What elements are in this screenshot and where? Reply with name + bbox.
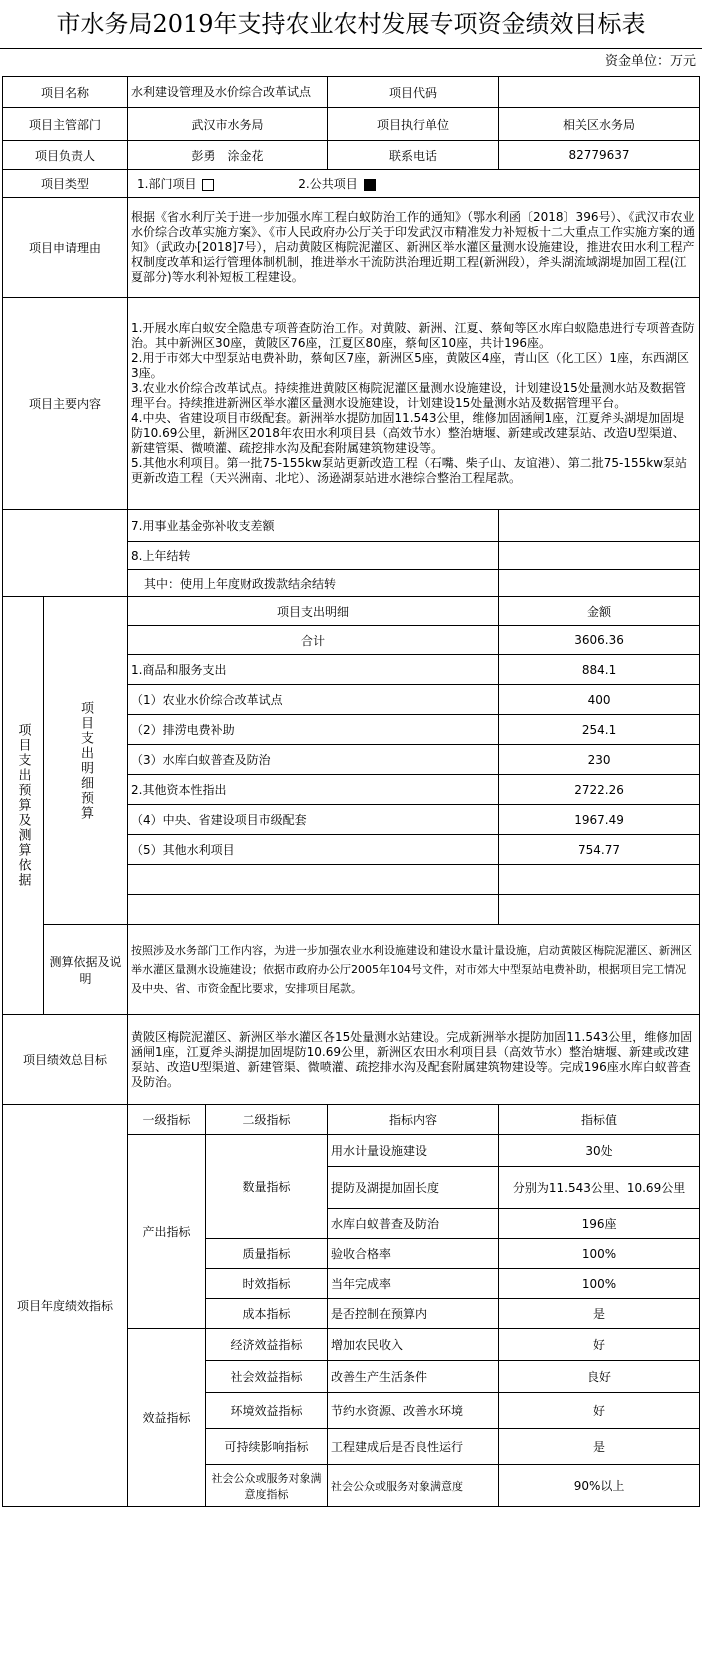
effect-label: 效益指标 [128,1329,206,1507]
budget-row-amount: 1967.49 [499,805,700,835]
ind-value: 30处 [499,1135,700,1167]
ind-level2: 社会效益指标 [206,1361,328,1393]
ind-content: 社会公众或服务对象满意度 [328,1465,499,1507]
goal-label: 项目绩效总目标 [3,1015,128,1105]
ind-content: 是否控制在预算内 [328,1299,499,1329]
ind-content: 提防及湖提加固长度 [328,1167,499,1209]
ind-level2: 成本指标 [206,1299,328,1329]
ind-level2: 时效指标 [206,1269,328,1299]
budget-row-amount: 884.1 [499,655,700,685]
ind-level2: 社会公众或服务对象满意度指标 [206,1465,328,1507]
ind-col3: 指标内容 [328,1105,499,1135]
budget-col-amount: 金额 [499,597,700,626]
budget-row-name: （4）中央、省建设项目市级配套 [128,805,499,835]
checkbox-filled-icon [364,179,376,191]
ind-value: 196座 [499,1209,700,1239]
ind-value: 100% [499,1269,700,1299]
budget-row-amount: 400 [499,685,700,715]
funding-item8-sub-value [499,570,700,597]
budget-row-amount: 754.77 [499,835,700,865]
ind-value: 好 [499,1329,700,1361]
budget-row-name: 1.商品和服务支出 [128,655,499,685]
budget-row-name: （2）排涝电费补助 [128,715,499,745]
performance-table [2,76,700,1507]
content-line: 2.用于市郊大中型泵站电费补助，蔡甸区7座，新洲区5座，黄陂区4座，青山区（化工区）1座，东西湖区3座。 [131,351,690,380]
ind-content: 水库白蚁普查及防治 [328,1209,499,1239]
budget-row-empty-amount [499,865,700,895]
reason-label: 项目申请理由 [3,198,128,298]
indicators-label: 项目年度绩效指标 [3,1105,128,1507]
content-line: 5.其他水利项目。第一批75-155kw泵站更新改造工程（石嘴、柴子山、友谊港）、第二批75-155kw泵站更新改造工程（天兴洲南、北坨）、汤逊湖泵站进水港综合整治工程尾款。 [131,456,688,485]
leader: 彭勇 涂金花 [128,141,328,170]
ind-content: 用水计量设施建设 [328,1135,499,1167]
checkbox-empty-icon [202,179,214,191]
budget-row-name: （5）其他水利项目 [128,835,499,865]
budget-row-empty [128,895,499,925]
ind-value: 100% [499,1239,700,1269]
ind-value: 良好 [499,1361,700,1393]
funding-item7-value [499,510,700,542]
ind-value: 分别为11.543公里、10.69公里 [499,1167,700,1209]
content-label: 项目主要内容 [3,298,128,510]
project-name-label: 项目名称 [3,77,128,108]
budget-row-amount: 3606.36 [499,626,700,655]
content-line: 1.开展水库白蚁安全隐患专项普查防治工作。对黄陂、新洲、江夏、蔡甸等区水库白蚁隐患进行专项普查防治。其中新洲区30座，黄陂区76座，江夏区80座，蔡甸区10座，共计196座。 [131,321,695,350]
goal-text: 黄陂区梅院泥灌区、新洲区举水灌区各15处量测水站建设。完成新洲举水提防加固11.543公里，维修加固涵闸1座，江夏斧头湖提加固堤防10.69公里，新洲区农田水利项目县（高效节水）整治塘堰、新建或改建泵站、改造U型渠道、新建管渠、微喷灌、疏挖排水沟及配套附属建筑物建设等。完成196座水库白蚁普查及防治。 [128,1015,700,1105]
funding-item8-sub: 其中：使用上年度财政拨款结余结转 [128,570,499,597]
exec-unit-label: 项目执行单位 [328,108,499,141]
budget-row-amount: 2722.26 [499,775,700,805]
ind-content: 工程建成后是否良性运行 [328,1429,499,1465]
dept-label: 项目主管部门 [3,108,128,141]
ind-col1: 一级指标 [128,1105,206,1135]
budget-row-amount: 230 [499,745,700,775]
ind-value: 是 [499,1299,700,1329]
exec-unit: 相关区水务局 [499,108,700,141]
dept: 武汉市水务局 [128,108,328,141]
ind-col2: 二级指标 [206,1105,328,1135]
budget-row-empty-amount [499,895,700,925]
ind-level2: 可持续影响指标 [206,1429,328,1465]
ind-content: 当年完成率 [328,1269,499,1299]
ind-value: 是 [499,1429,700,1465]
project-code-label: 项目代码 [328,77,499,108]
funding-item7: 7.用事业基金弥补收支差额 [128,510,499,542]
ind-content: 节约水资源、改善水环境 [328,1393,499,1429]
phone: 82779637 [499,141,700,170]
funding-item8-value [499,542,700,570]
funding-unit: 资金单位：万元 [604,54,696,69]
budget-outer-label: 项目支出预算及测算依据 [3,597,44,1015]
ind-content: 改善生产生活条件 [328,1361,499,1393]
project-name: 水利建设管理及水价综合改革试点 [128,77,328,108]
content-line: 4.中央、省建设项目市级配套。新洲举水提防加固11.543公里，维修加固涵闸1座，江夏斧头湖堤加固堤防10.69公里，新洲区2018年农田水利项目县（高效节水）整治塘堰、新建或改建泵站、改造U型渠道、新建管渠、微喷灌、疏挖排水沟及配套附属建筑物建设等。 [131,411,685,455]
reason-text: 根据《省水利厅关于进一步加强水库工程白蚁防治工作的通知》（鄂水利函〔2018〕396号）、《武汉市农业水价综合改革实施方案》、《市人民政府办公厅关于印发武汉市精准发力补短板十二大重点工作实施方案的通知》（武政办[2018]7号），启动黄陂区梅院泥灌区、新洲区举水灌区量测水设施建设，推进农田水利工程产权制度改革和运行管理体制机制，推进举水干流防洪治理近期工程(新洲段），斧头湖流域湖堤加固工程(江夏部分)等水利补短板工程建设。 [128,198,700,298]
funding-item8: 8.上年结转 [128,542,499,570]
ind-content: 增加农民收入 [328,1329,499,1361]
content-text [128,298,700,510]
ind-value: 90%以上 [499,1465,700,1507]
budget-row-name: 合计 [128,626,499,655]
ind-level2: 质量指标 [206,1239,328,1269]
type-dept: 1.部门项目 [137,177,197,191]
content-line: 3.农业水价综合改革试点。持续推进黄陂区梅院泥灌区量测水设施建设，计划建设15处量测水站及数据管理平台。持续推进新洲区举水灌区量测水设施建设，计划建设15处量测水站及数据管理平台。 [131,381,686,410]
budget-row-name: 2.其他资本性指出 [128,775,499,805]
ind-content: 验收合格率 [328,1239,499,1269]
basis-text: 按照涉及水务部门工作内容，为进一步加强农业水利设施建设和建设水量计量设施，启动黄陂区梅院泥灌区、新洲区举水灌区量测水设施建设；依据市政府办公厅2005年104号文件，对市郊大中型泵站电费补助，根据项目完工情况及中央、省、市资金配比要求，安排项目尾款。 [128,925,700,1015]
budget-inner-label: 项目支出明细预算 [44,597,128,925]
budget-row-name: （1）农业水价综合改革试点 [128,685,499,715]
ind-level2: 环境效益指标 [206,1393,328,1429]
output-label: 产出指标 [128,1135,206,1329]
funding-blank [3,510,128,597]
ind-value: 好 [499,1393,700,1429]
leader-label: 项目负责人 [3,141,128,170]
budget-col-detail: 项目支出明细 [128,597,499,626]
type-public: 2.公共项目 [298,177,358,191]
ind-col4: 指标值 [499,1105,700,1135]
basis-label: 测算依据及说明 [44,925,128,1015]
budget-row-empty [128,865,499,895]
page-title: 市水务局2019年支持农业农村发展专项资金绩效目标表 [0,0,702,49]
type-label: 项目类型 [3,170,128,198]
type-options [128,170,700,198]
budget-row-name: （3）水库白蚁普查及防治 [128,745,499,775]
phone-label: 联系电话 [328,141,499,170]
project-code [499,77,700,108]
quantity-label: 数量指标 [206,1135,328,1239]
ind-level2: 经济效益指标 [206,1329,328,1361]
budget-row-amount: 254.1 [499,715,700,745]
